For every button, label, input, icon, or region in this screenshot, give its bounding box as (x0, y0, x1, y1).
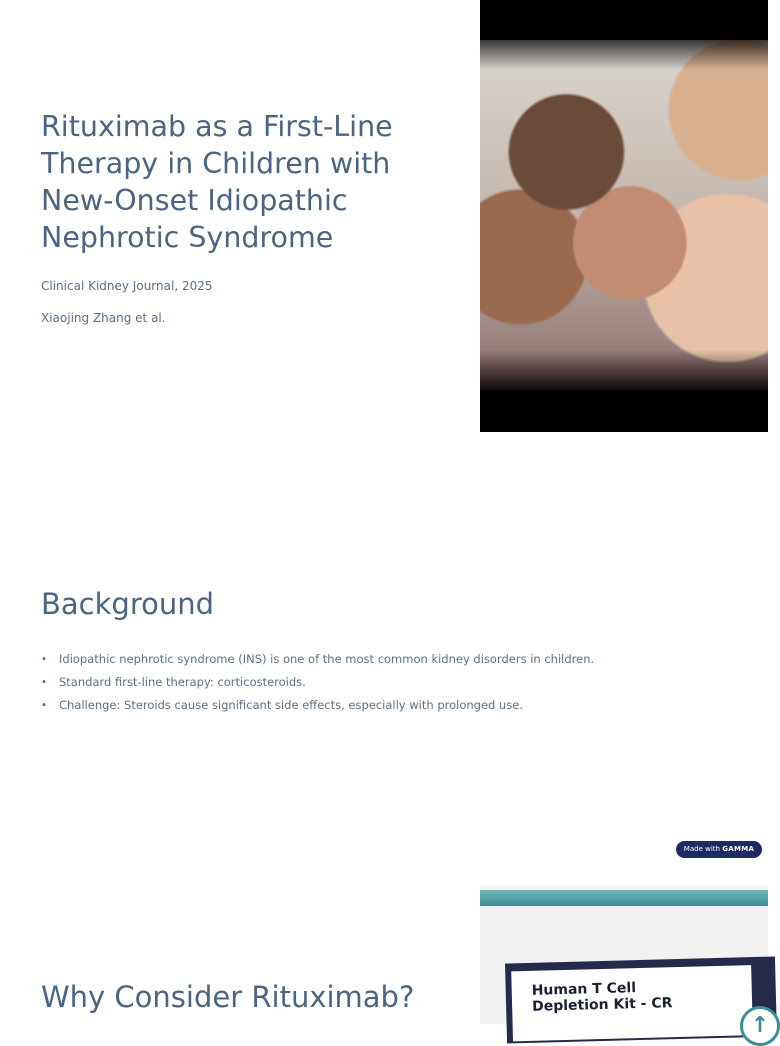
journal-citation: Clinical Kidney Journal, 2025 (41, 279, 213, 293)
background-bullet-list (41, 648, 721, 717)
photo-fade-bottom (480, 350, 768, 395)
bullet-item (41, 648, 721, 671)
bullet-dot-icon: • (41, 700, 47, 711)
depletion-kit-photo (480, 886, 770, 1038)
bullet-item (41, 694, 721, 717)
background-heading: Background (41, 587, 215, 621)
bullet-text: Challenge: Steroids cause significant side effects, especially with prolonged use. (59, 698, 523, 712)
badge-prefix: Made with (683, 845, 720, 853)
children-photo (480, 0, 768, 432)
title-slide (0, 0, 768, 432)
bullet-dot-icon: • (41, 654, 47, 665)
why-rituximab-heading: Why Consider Rituximab? (41, 980, 415, 1014)
bullet-text: Idiopathic nephrotic syndrome (INS) is one of the most common kidney disorders in children. (59, 652, 595, 666)
kit-lid (480, 890, 768, 906)
background-slide (0, 432, 768, 864)
kit-box (505, 956, 777, 1043)
bullet-dot-icon: • (41, 677, 47, 688)
authors-line: Xiaojing Zhang et al. (41, 311, 166, 325)
arrow-up-circle-icon: ↑ (740, 1006, 780, 1046)
kit-label-line-1: Human T Cell (531, 980, 637, 999)
children-photo-image (480, 40, 768, 390)
made-with-gamma-badge[interactable] (676, 841, 762, 858)
kit-label-line-2: Depletion Kit - CR (531, 995, 673, 1015)
why-rituximab-slide (0, 864, 770, 1038)
bullet-text: Standard first-line therapy: corticosteroids. (59, 675, 306, 689)
gamma-logo: GAMMA (722, 845, 755, 853)
title-block (41, 108, 441, 256)
bullet-item (41, 671, 721, 694)
presentation-title: Rituximab as a First-Line Therapy in Children with New-Onset Idiopathic Nephrotic Syndrome (41, 110, 393, 254)
kit-label (511, 965, 753, 1041)
photo-fade-top (480, 30, 768, 70)
